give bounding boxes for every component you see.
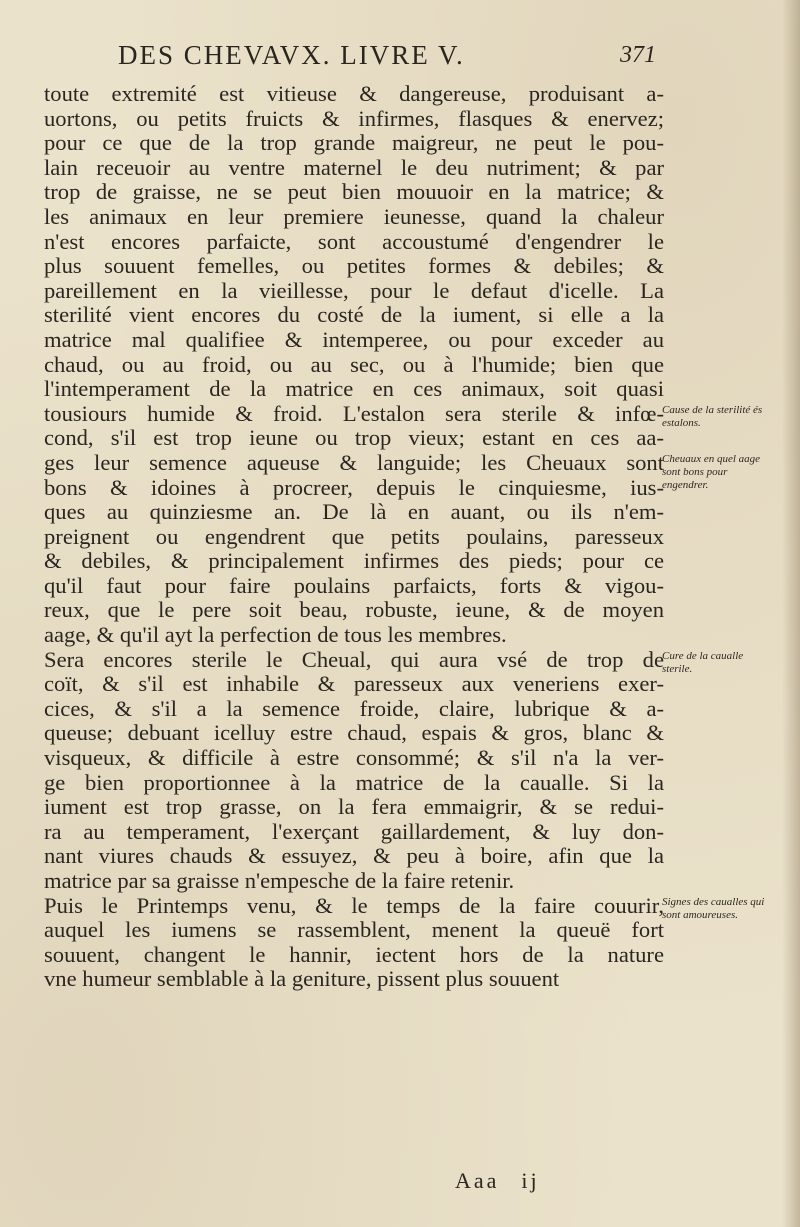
text-line: ra au temperament, l'exerçant gaillardement, & luy don- — [44, 818, 664, 844]
text-line: nant viures chauds & essuyez, & peu à boire, afin que la — [44, 843, 664, 869]
margin-note: Cure de la caualle sterile. — [662, 649, 744, 675]
margin-note: Signes des caualles qui sont amoureuses. — [662, 895, 765, 921]
text-line: ques au quinziesme an. De là en auant, ou ils n'em- — [44, 499, 664, 525]
text-line: aage, & qu'il ayt la perfection de tous les membres. — [44, 622, 507, 648]
text-line: iument est trop grasse, on la fera emmaigrir, & se redui- — [44, 794, 664, 820]
signature-letters: Aaa — [455, 1168, 500, 1193]
text-line: matrice par sa graisse n'empesche de la faire retenir. — [44, 868, 515, 893]
page-number: 371 — [620, 42, 656, 68]
main-text-block — [44, 82, 664, 992]
text-line: les animaux en leur premiere ieunesse, quand la chaleur — [44, 203, 664, 229]
text-line: reux, que le pere soit beau, robuste, ieune, & de moyen — [44, 597, 664, 623]
text-line: Sera encores sterile le Cheual, qui aura vsé de trop de — [44, 646, 664, 672]
margin-note: Cheuaux en quel aage sont bons pour engendrer. — [662, 453, 761, 491]
text-line: preignent ou engendrent que petits poulains, paresseux — [44, 523, 664, 549]
margin-note: Cause de la sterilité és estalons. — [662, 403, 763, 429]
text-line: n'est encores parfaicte, sont accoustumé d'engendrer le — [44, 228, 664, 254]
text-line: toute extremité est vitieuse & dangereuse, produisant a- — [44, 81, 664, 106]
text-line: queuse; debuant icelluy estre chaud, espais & gros, blanc & — [44, 720, 664, 746]
page-edge-shadow — [782, 0, 800, 1227]
text-line: lain receuoir au ventre maternel le deu nutriment; & par — [44, 154, 664, 180]
text-line: ges leur semence aqueuse & languide; les Cheuaux sont — [44, 449, 664, 475]
text-line: pour ce que de la trop grande maigreur, ne peut le pou- — [44, 130, 664, 156]
text-line: l'intemperament de la matrice en ces animaux, soit quasi — [44, 376, 664, 402]
text-line: pareillement en la vieillesse, pour le defaut d'icelle. La — [44, 277, 664, 303]
text-line: trop de graisse, ne se peut bien mouuoir en la matrice; & — [44, 179, 664, 205]
signature-number: ij — [521, 1168, 540, 1193]
text-line: ge bien proportionnee à la matrice de la caualle. Si la — [44, 769, 664, 795]
running-head-title: DES CHEVAVX. LIVRE V. — [118, 40, 465, 70]
text-line: bons & idoines à procreer, depuis le cinquiesme, ius- — [44, 474, 664, 500]
text-line: plus souuent femelles, ou petites formes & debiles; & — [44, 253, 664, 279]
text-line: visqueux, & difficile à estre consommé; & s'il n'a la ver- — [44, 745, 664, 771]
text-line: souuent, changent le hannir, iectent hors de la nature — [44, 941, 664, 967]
text-line: chaud, ou au froid, ou au sec, ou à l'humide; bien que — [44, 351, 664, 377]
text-line: cices, & s'il a la semence froide, claire, lubrique & a- — [44, 695, 664, 721]
text-line: tousiours humide & froid. L'estalon sera sterile & infœ- — [44, 400, 664, 426]
text-line: & debiles, & principalement infirmes des pieds; pour ce — [44, 548, 664, 574]
signature-mark — [455, 1168, 540, 1194]
text-line: Puis le Printemps venu, & le temps de la faire couurir, — [44, 892, 664, 918]
text-line: qu'il faut pour faire poulains parfaicts, forts & vigou- — [44, 572, 664, 598]
text-line: sterilité vient encores du costé de la iument, si elle a la — [44, 302, 664, 328]
text-line: matrice mal qualifiee & intemperee, ou pour exceder au — [44, 326, 664, 352]
text-line: coït, & s'il est inhabile & paresseux aux veneriens exer- — [44, 671, 664, 697]
text-line: auquel les iumens se rassemblent, menent la queuë fort — [44, 917, 664, 943]
text-line: vne humeur semblable à la geniture, pissent plus souuent — [44, 966, 560, 992]
text-line: cond, s'il est trop ieune ou trop vieux; estant en ces aa- — [44, 425, 664, 451]
text-line: uortons, ou petits fruicts & infirmes, flasques & enervez; — [44, 105, 664, 131]
